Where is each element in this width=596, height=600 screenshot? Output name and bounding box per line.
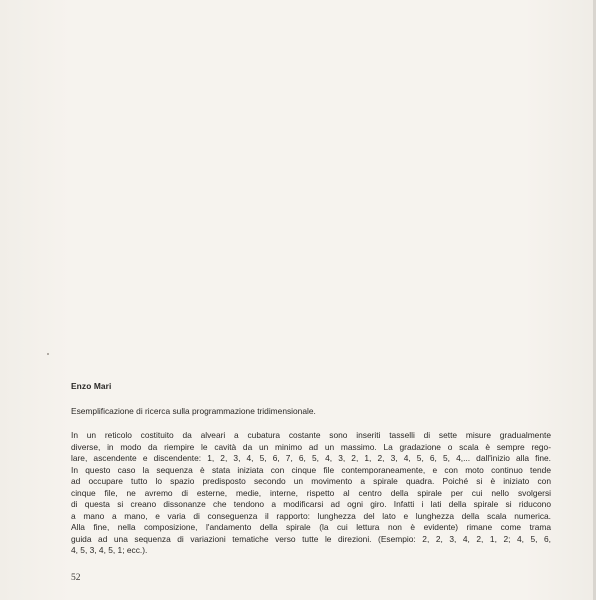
paper-speck	[47, 353, 49, 355]
body-line: 4, 5, 3, 4, 5, 1; ecc.).	[71, 545, 148, 555]
author-heading: Enzo Mari	[71, 381, 112, 391]
body-line: guida ad una sequenza di variazioni tematiche verso tutte le direzioni. (Esempio: 2, 2, 3, 4, 2, 1, 2; 4, 5, 6,	[71, 533, 551, 544]
body-line: diverse, in modo da riempire le cavità da un minimo ad un massimo. La gradazione o scala è sempre rego-	[71, 441, 551, 452]
body-line: In un reticolo costituito da alveari a cubatura costante sono inseriti tasselli di sette misure gradualmente	[71, 430, 551, 440]
body-line: di questa si creano dissonanze che tendono a modificarsi ad ogni giro. Infatti i lati della spirale si riducono	[71, 499, 551, 509]
work-subtitle: Esemplificazione di ricerca sulla programmazione tridimensionale.	[71, 406, 316, 416]
body-paragraph	[71, 430, 551, 557]
text-block	[71, 381, 551, 557]
body-line: cinque file, ne avremo di esterne, medie, interne, rispetto al centro della spirale per cui nello svolgersi	[71, 487, 551, 498]
body-line: ad occupare tutto lo spazio predisposto secondo un movimento a spirale quadra. Poiché si è iniziato con	[71, 476, 551, 486]
body-line: In questo caso la sequenza è stata iniziata con cinque file contemporaneamente, e con moto continuo tende	[71, 464, 551, 475]
body-line: lare, ascendente e discendente: 1, 2, 3, 4, 5, 6, 7, 6, 5, 4, 3, 2, 1, 2, 3, 4, 5, 6, 5, 4,... dall'inizio alla fine.	[71, 453, 551, 463]
page-number: 52	[71, 573, 81, 583]
body-line: Alla fine, nella composizione, l'andamento della spirale (la cui lettura non è evidente) rimane come trama	[71, 522, 551, 532]
body-line: a mano a mano, e varia di conseguenza il rapporto: lunghezza del lato e lunghezza della scala numerica.	[71, 510, 551, 521]
